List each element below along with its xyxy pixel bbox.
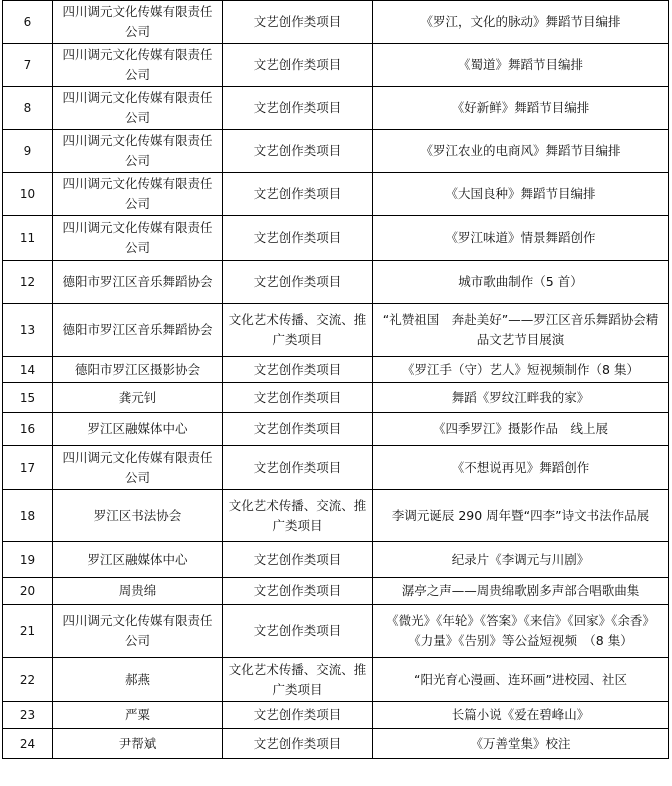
table-row <box>3 578 669 605</box>
applicant-cell: 四川调元文化传媒有限责任公司 <box>53 216 223 261</box>
applicant-cell: 尹帮斌 <box>53 729 223 759</box>
project-cell: 《不想说再见》舞蹈创作 <box>373 446 669 490</box>
project-cell: “阳光育心漫画、连环画”进校园、社区 <box>373 658 669 702</box>
project-cell: 《蜀道》舞蹈节目编排 <box>373 44 669 87</box>
project-cell: 潺亭之声——周贵绵歌剧多声部合唱歌曲集 <box>373 578 669 605</box>
row-number: 18 <box>3 490 53 542</box>
category-cell: 文艺创作类项目 <box>223 383 373 413</box>
applicant-cell: 四川调元文化传媒有限责任公司 <box>53 44 223 87</box>
row-number: 13 <box>3 304 53 357</box>
table-row <box>3 261 669 304</box>
applicant-cell: 德阳市罗江区摄影协会 <box>53 357 223 383</box>
applicant-cell: 周贵绵 <box>53 578 223 605</box>
row-number: 19 <box>3 542 53 578</box>
category-cell: 文艺创作类项目 <box>223 413 373 446</box>
row-number: 12 <box>3 261 53 304</box>
project-table <box>2 0 669 759</box>
category-cell: 文化艺术传播、交流、推广类项目 <box>223 490 373 542</box>
table-row <box>3 304 669 357</box>
table-row <box>3 130 669 173</box>
table-row <box>3 490 669 542</box>
row-number: 7 <box>3 44 53 87</box>
table-row <box>3 87 669 130</box>
project-cell: 长篇小说《爱在碧峰山》 <box>373 702 669 729</box>
category-cell: 文艺创作类项目 <box>223 542 373 578</box>
table-row <box>3 542 669 578</box>
project-cell: 《罗江味道》情景舞蹈创作 <box>373 216 669 261</box>
applicant-cell: 德阳市罗江区音乐舞蹈协会 <box>53 304 223 357</box>
applicant-cell: 四川调元文化传媒有限责任公司 <box>53 173 223 216</box>
project-cell: 舞蹈《罗纹江畔我的家》 <box>373 383 669 413</box>
row-number: 21 <box>3 605 53 658</box>
category-cell: 文艺创作类项目 <box>223 44 373 87</box>
category-cell: 文艺创作类项目 <box>223 261 373 304</box>
table-row <box>3 605 669 658</box>
project-cell: 《罗江手（守）艺人》短视频制作（8 集） <box>373 357 669 383</box>
row-number: 10 <box>3 173 53 216</box>
project-cell: 《微光》《年轮》《答案》《来信》《回家》《余香》《力量》《告别》等公益短视频 （8 集） <box>373 605 669 658</box>
table-row <box>3 729 669 759</box>
project-cell: 《好新鲜》舞蹈节目编排 <box>373 87 669 130</box>
project-cell: 《大国良种》舞蹈节目编排 <box>373 173 669 216</box>
project-cell: 李调元诞辰 290 周年暨“四李”诗文书法作品展 <box>373 490 669 542</box>
table-body <box>3 1 669 759</box>
row-number: 11 <box>3 216 53 261</box>
category-cell: 文艺创作类项目 <box>223 173 373 216</box>
category-cell: 文艺创作类项目 <box>223 1 373 44</box>
applicant-cell: 四川调元文化传媒有限责任公司 <box>53 87 223 130</box>
category-cell: 文艺创作类项目 <box>223 729 373 759</box>
category-cell: 文艺创作类项目 <box>223 357 373 383</box>
applicant-cell: 严粟 <box>53 702 223 729</box>
table-row <box>3 44 669 87</box>
applicant-cell: 四川调元文化传媒有限责任公司 <box>53 130 223 173</box>
table-row <box>3 357 669 383</box>
table-row <box>3 383 669 413</box>
applicant-cell: 四川调元文化传媒有限责任公司 <box>53 446 223 490</box>
project-cell: 《罗江农业的电商风》舞蹈节目编排 <box>373 130 669 173</box>
category-cell: 文艺创作类项目 <box>223 446 373 490</box>
applicant-cell: 罗江区融媒体中心 <box>53 413 223 446</box>
project-cell: 《万善堂集》校注 <box>373 729 669 759</box>
applicant-cell: 罗江区书法协会 <box>53 490 223 542</box>
row-number: 20 <box>3 578 53 605</box>
applicant-cell: 郝燕 <box>53 658 223 702</box>
category-cell: 文艺创作类项目 <box>223 87 373 130</box>
category-cell: 文化艺术传播、交流、推广类项目 <box>223 304 373 357</box>
category-cell: 文艺创作类项目 <box>223 578 373 605</box>
category-cell: 文艺创作类项目 <box>223 702 373 729</box>
row-number: 16 <box>3 413 53 446</box>
project-cell: 《罗江，文化的脉动》舞蹈节目编排 <box>373 1 669 44</box>
table-row <box>3 216 669 261</box>
category-cell: 文艺创作类项目 <box>223 130 373 173</box>
row-number: 6 <box>3 1 53 44</box>
applicant-cell: 龚元钊 <box>53 383 223 413</box>
applicant-cell: 四川调元文化传媒有限责任公司 <box>53 605 223 658</box>
project-cell: “礼赞祖国 奔赴美好”——罗江区音乐舞蹈协会精品文艺节目展演 <box>373 304 669 357</box>
row-number: 17 <box>3 446 53 490</box>
project-cell: 城市歌曲制作（5 首） <box>373 261 669 304</box>
category-cell: 文艺创作类项目 <box>223 605 373 658</box>
table-row <box>3 173 669 216</box>
applicant-cell: 罗江区融媒体中心 <box>53 542 223 578</box>
table-row <box>3 658 669 702</box>
row-number: 24 <box>3 729 53 759</box>
project-cell: 《四季罗江》摄影作品 线上展 <box>373 413 669 446</box>
row-number: 22 <box>3 658 53 702</box>
row-number: 15 <box>3 383 53 413</box>
project-cell: 纪录片《李调元与川剧》 <box>373 542 669 578</box>
table-row <box>3 446 669 490</box>
category-cell: 文艺创作类项目 <box>223 216 373 261</box>
applicant-cell: 德阳市罗江区音乐舞蹈协会 <box>53 261 223 304</box>
table-row <box>3 1 669 44</box>
table-row <box>3 702 669 729</box>
table-row <box>3 413 669 446</box>
row-number: 9 <box>3 130 53 173</box>
applicant-cell: 四川调元文化传媒有限责任公司 <box>53 1 223 44</box>
row-number: 14 <box>3 357 53 383</box>
category-cell: 文化艺术传播、交流、推广类项目 <box>223 658 373 702</box>
row-number: 8 <box>3 87 53 130</box>
row-number: 23 <box>3 702 53 729</box>
